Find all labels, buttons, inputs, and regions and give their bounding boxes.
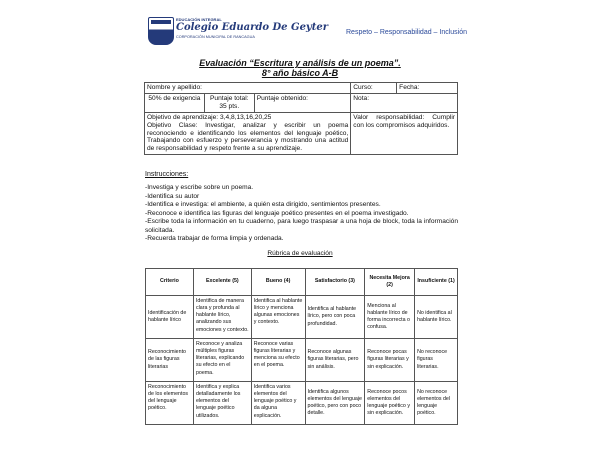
- rubric-header: Insuficiente (1): [415, 269, 458, 296]
- rubric-header: Satisfactorio (3): [305, 269, 365, 296]
- rubric-header: Criterio: [146, 269, 194, 296]
- rubric-cell: Identifica y explica detalladamente los elementos del lenguaje poético utilizados.: [193, 382, 251, 425]
- rubric-cell: Identifica varios elementos del lenguaje poético y da alguna explicación.: [251, 382, 305, 425]
- rubric-cell: Identifica de manera clara y profunda al hablante lírico, analizando sus emociones y contexto.: [193, 296, 251, 339]
- instruction-item: -Recuerda trabajar de forma limpia y ordenada.: [145, 235, 284, 243]
- school-logo-icon: [148, 17, 174, 45]
- rubric-header: Necesita Mejora (2): [365, 269, 415, 296]
- document-title: Evaluación “Escritura y análisis de un poema”.: [199, 58, 401, 68]
- requirement-cell: 50% de exigencia: [145, 93, 205, 112]
- learning-objectives: Objetivo de aprendizaje: 3,4,8,13,16,20,25: [147, 113, 272, 121]
- grade-field[interactable]: Nota:: [351, 93, 458, 112]
- instruction-item: -Identifica su autor: [145, 192, 200, 200]
- instruction-item: -Reconoce e identifica las figuras del lenguaje poético presentes en el poema investigado.: [145, 209, 409, 217]
- instruction-item: -Investiga y escribe sobre un poema.: [145, 184, 254, 191]
- corporation-label: CORPORACIÓN MUNICIPAL DE RANCAGUA: [176, 35, 255, 39]
- school-motto: Respeto – Responsabilidad – Inclusión: [346, 29, 468, 36]
- table-row: [146, 296, 458, 339]
- total-score-cell: Puntaje total: 35 pts.: [204, 93, 254, 112]
- rubric-cell: Reconoce pocos elementos del lenguaje poético y sin explicación.: [365, 382, 415, 425]
- name-field[interactable]: Nombre y apellido:: [145, 83, 351, 94]
- obtained-score-field[interactable]: Puntaje obtenido:: [254, 93, 351, 112]
- course-field[interactable]: Curso:: [351, 83, 397, 94]
- rubric-cell: Identifica al hablante lírico y menciona algunas emociones y contexto.: [251, 296, 305, 339]
- school-small-label: EDUCACIÓN INTEGRAL: [176, 17, 222, 22]
- document-subtitle: 8° año básico A-B: [261, 68, 339, 78]
- rubric-cell: Reconoce pocas figuras literarias y sin explicación.: [365, 339, 415, 382]
- rubric-cell: No reconoce figuras literarias.: [415, 339, 458, 382]
- table-row: [146, 339, 458, 382]
- objectives-cell: [145, 112, 351, 155]
- rubric-header: Bueno (4): [251, 269, 305, 296]
- rubric-header-row: [146, 269, 458, 296]
- instruction-item: -Identifica e investiga: el ambiente, a quién esta dirigido, sentimientos presentes.: [145, 201, 381, 209]
- rubric-title: Rúbrica de evaluación: [267, 250, 333, 257]
- student-info-table: [144, 82, 458, 155]
- rubric-cell: Identificación de hablante lírico: [146, 296, 194, 339]
- rubric-cell: Identifica al hablante lírico, pero con poca profundidad.: [305, 296, 365, 339]
- rubric-cell: Reconoce varias figuras literarias y menciona su efecto en el poema.: [251, 339, 305, 382]
- rubric-cell: Reconocimiento de los elementos del lenguaje poético.: [146, 382, 194, 425]
- rubric-cell: Reconoce algunas figuras literarias, pero sin análisis.: [305, 339, 365, 382]
- rubric-cell: Reconocimiento de las figuras literarias: [146, 339, 194, 382]
- rubric-header: Excelente (5): [193, 269, 251, 296]
- rubric-table: [145, 268, 458, 425]
- rubric-cell: No identifica al hablante lírico.: [415, 296, 458, 339]
- value-cell: Valor responsabilidad: Cumplir con los compromisos adquiridos.: [351, 112, 458, 155]
- school-name: Colegio Eduardo De Geyter: [176, 22, 328, 33]
- instruction-item: -Escribe toda la información en tu cuaderno, para luego traspasar a una hoja de block, toda la información solicitada.: [145, 218, 458, 234]
- rubric-cell: Identifica algunos elementos del lenguaje poético, pero con poco detalle.: [305, 382, 365, 425]
- instructions-heading: Instrucciones:: [145, 171, 189, 178]
- date-field[interactable]: Fecha:: [397, 83, 458, 94]
- class-objective: Objetivo Clase: Investigar, analizar y escribir un poema reconociendo e identificando los elementos del lenguaje poético, Trabajando con esfuerzo y perseverancia y mostrando una actitud de responsabilidad y respeto frente a su aprendizaje.: [147, 121, 349, 153]
- instructions-list: [145, 184, 458, 244]
- rubric-cell: No reconoce elementos del lenguaje poético.: [415, 382, 458, 425]
- rubric-cell: Menciona al hablante lírico de forma incorrecta o confusa.: [365, 296, 415, 339]
- rubric-cell: Reconoce y analiza múltiples figuras literarias, explicando su efecto en el poema.: [193, 339, 251, 382]
- table-row: [146, 382, 458, 425]
